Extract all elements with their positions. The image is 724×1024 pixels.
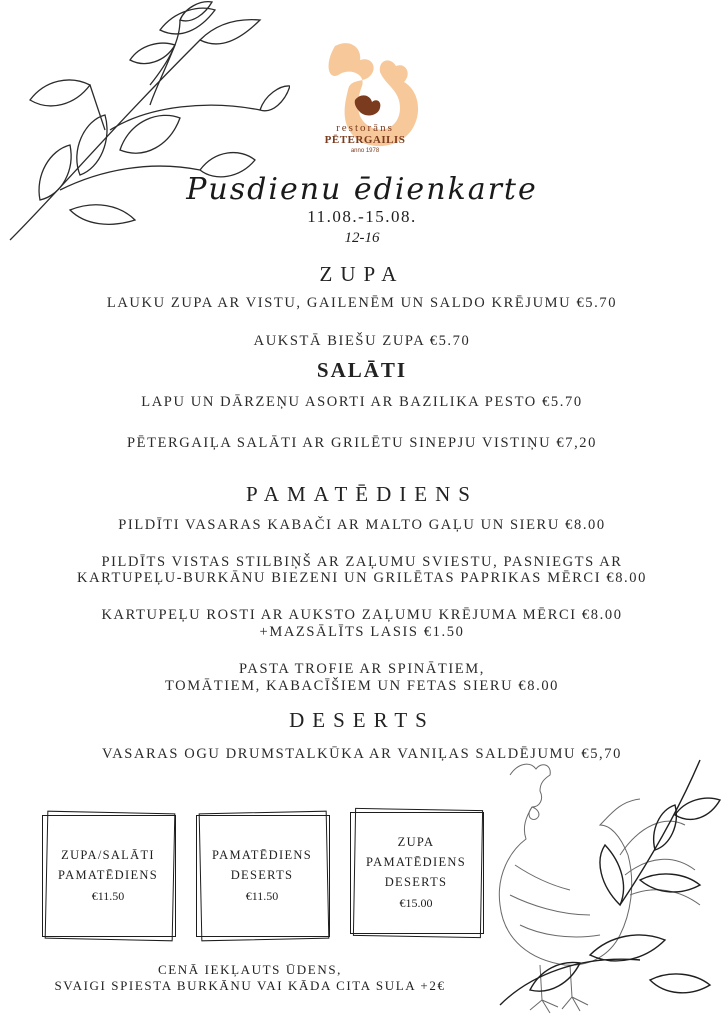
logo-brand-small: restorāns — [336, 122, 394, 134]
footer-line-1: CENĀ IEKĻAUTS ŪDENS, — [157, 962, 343, 977]
section-title-zupa: ZUPA — [319, 262, 405, 286]
combo-line: PAMATĒDIENS — [212, 848, 312, 862]
logo-brand-name: PĒTERGAILIS — [324, 134, 406, 146]
menu-item: KARTUPEĻU ROSTI AR AUKSTO ZAĻUMU KRĒJUMA MĒRCI €8.00 — [101, 607, 623, 623]
menu-item: KARTUPEĻU-BURKĀNU BIEZENI UN GRILĒTAS PAPRIKAS MĒRCI €8.00 — [77, 570, 647, 586]
menu-item: TOMĀTIEM, KABACĪŠIEM UN FETAS SIERU €8.00 — [164, 678, 560, 694]
section-title-deserts: DESERTS — [289, 708, 435, 732]
menu-item: +MAZSĀLĪTS LASIS €1.50 — [259, 624, 465, 640]
menu-item: AUKSTĀ BIEŠU ZUPA €5.70 — [253, 333, 471, 349]
menu-item: LAPU UN DĀRZEŅU ASORTI AR BAZILIKA PESTO €5.70 — [141, 394, 583, 410]
combo-line: ZUPA — [397, 835, 435, 849]
combo-price: €11.50 — [245, 889, 279, 903]
combo-line: ZUPA/SALĀTI — [61, 848, 155, 862]
menu-item: PILDĪTI VASARAS KABAČI AR MALTO GAĻU UN SIERU €8.00 — [118, 517, 606, 533]
combo-box — [350, 812, 482, 934]
logo-since: anno 1978 — [350, 148, 380, 154]
menu-hours: 12-16 — [344, 230, 380, 246]
logo — [300, 38, 430, 163]
combo-box — [196, 815, 328, 937]
footer-line-2: SVAIGI SPIESTA BURKĀNU VAI KĀDA CITA SULA +2€ — [54, 978, 446, 993]
rooster-icon — [470, 755, 724, 1024]
menu-item: LAUKU ZUPA AR VISTU, GAILENĒM UN SALDO KRĒJUMU €5.70 — [106, 295, 618, 311]
menu-item: PASTA TROFIE AR SPINĀTIEM, — [239, 661, 485, 677]
combo-line: DESERTS — [230, 868, 294, 882]
menu-title: Pusdienu ēdienkarte — [186, 172, 538, 207]
menu-item: PILDĪTS VISTAS STILBIŅŠ AR ZAĻUMU SVIESTU, PASNIEGTS AR — [101, 554, 623, 570]
menu-item: PĒTERGAIĻA SALĀTI AR GRILĒTU SINEPJU VISTIŅU €7,20 — [126, 435, 598, 451]
combo-price: €15.00 — [399, 896, 433, 910]
combo-line: DESERTS — [384, 875, 448, 889]
section-title-pamatediens: PAMATĒDIENS — [246, 482, 478, 506]
section-title-salati: SALĀTI — [316, 358, 408, 382]
combo-line: PAMATĒDIENS — [366, 855, 466, 869]
combo-line: PAMATĒDIENS — [58, 868, 158, 882]
menu-dates: 11.08.-15.08. — [307, 207, 417, 226]
combo-box — [42, 815, 174, 937]
menu-item: VASARAS OGU DRUMSTALKŪKA AR VANIĻAS SALDĒJUMU €5,70 — [102, 746, 622, 762]
combo-price: €11.50 — [91, 889, 125, 903]
